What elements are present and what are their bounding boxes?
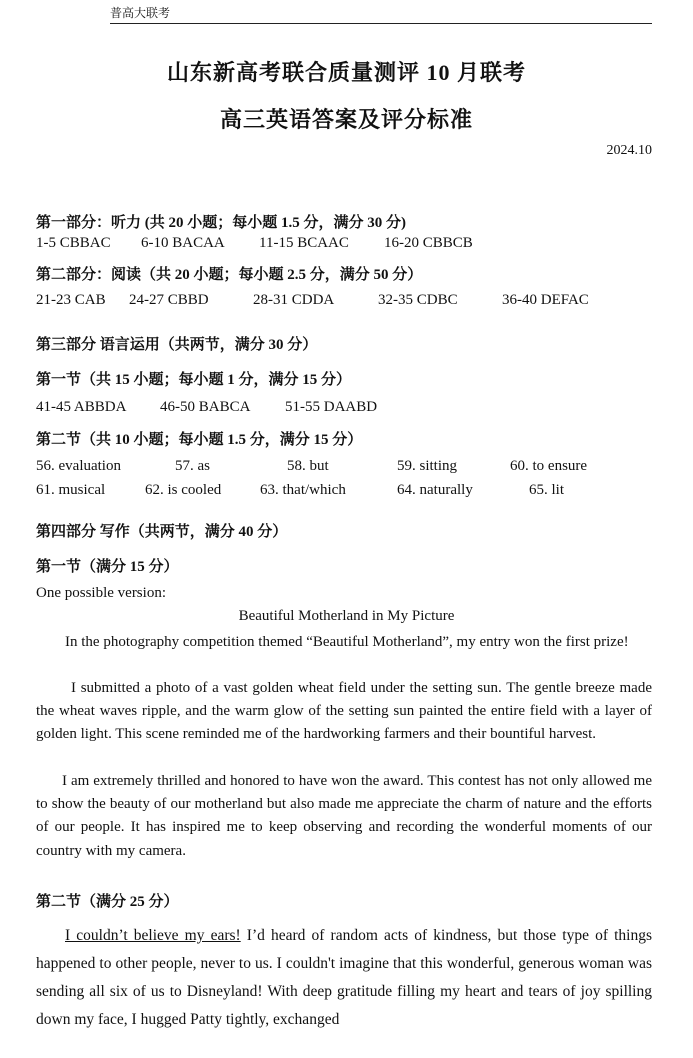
part2-heading: 第二部分：阅读（共 20 小题；每小题 2.5 分，满分 50 分） (36, 267, 423, 283)
part4-section1-heading: 第一节（满分 15 分） (36, 559, 179, 575)
essay-paragraph: In the photography competition themed “Beautiful Motherland”, my entry won the first prize! (65, 634, 629, 650)
header-label: 普高大联考 (110, 6, 171, 20)
answer-item: 58. but (287, 458, 329, 474)
answer-item: 60. to ensure (510, 458, 588, 474)
answer-group: 6-10 BACAA (141, 235, 225, 251)
answer-group: 46-50 BABCA (160, 399, 251, 415)
answer-item: 62. is cooled (145, 482, 222, 498)
answer-item: 64. naturally (397, 482, 473, 498)
answer-item: 61. musical (36, 482, 106, 498)
essay-title: Beautiful Motherland in My Picture (238, 608, 455, 624)
part3-section2-heading: 第二节（共 10 小题；每小题 1.5 分，满分 15 分） (36, 432, 363, 448)
continuation-text: I’d heard of random acts of kindness, but those type of things happened to other people, never to us. I couldn't imagine that this wonderful, generous woman was sending all six of us to Disneyland! With deep gratitude filling my heart and tears of joy spilling down my face, I hugged Patty tightly, exchanged (36, 927, 652, 1028)
answer-group: 41-45 ABBDA (36, 399, 127, 415)
answer-group: 28-31 CDDA (253, 292, 335, 308)
essay-paragraph: I am extremely thrilled and honored to have won the award. This contest has not only allowed me to show the beauty of our motherland but also made me appreciate the charm of nature and the efforts of our people. It has inspired me to keep observing and recording the wonderful moments of our country with my camera. (36, 773, 652, 859)
answer-group: 21-23 CAB (36, 292, 106, 308)
continuation-paragraph (36, 922, 652, 1034)
part4-heading: 第四部分 写作（共两节，满分 40 分） (36, 524, 288, 540)
answer-item: 59. sitting (397, 458, 458, 474)
answer-group: 1-5 CBBAC (36, 235, 111, 251)
answer-item: 63. that/which (260, 482, 346, 498)
essay-intro: One possible version: (36, 585, 166, 601)
essay-paragraph: I submitted a photo of a vast golden wheat field under the setting sun. The gentle breeze made the wheat waves ripple, and the warm glow of the setting sun painted the entire field with a layer of golden light. This scene reminded me of the hardworking farmers and their bountiful harvest. (36, 680, 652, 743)
answer-group: 32-35 CDBC (378, 292, 458, 308)
underlined-lead-sentence: I couldn’t believe my ears! (65, 927, 241, 944)
answer-item: 57. as (175, 458, 210, 474)
main-title: 山东新高考联合质量测评 10 月联考 (166, 60, 526, 85)
part3-heading: 第三部分 语言运用（共两节，满分 30 分） (36, 337, 318, 353)
answer-group: 51-55 DAABD (285, 399, 378, 415)
answer-group: 11-15 BCAAC (259, 235, 349, 251)
answer-group: 36-40 DEFAC (502, 292, 589, 308)
part4-section2-heading: 第二节（满分 25 分） (36, 894, 179, 910)
answer-item: 65. lit (529, 482, 565, 498)
answer-group: 16-20 CBBCB (384, 235, 473, 251)
part1-heading: 第一部分：听力 (共 20 小题；每小题 1.5 分，满分 30 分) (36, 215, 406, 231)
answer-item: 56. evaluation (36, 458, 121, 474)
answer-group: 24-27 CBBD (129, 292, 209, 308)
date-label: 2024.10 (606, 143, 652, 158)
page-header (110, 4, 652, 24)
part3-section1-heading: 第一节（共 15 小题；每小题 1 分，满分 15 分） (36, 372, 352, 388)
sub-title: 高三英语答案及评分标准 (219, 107, 473, 132)
